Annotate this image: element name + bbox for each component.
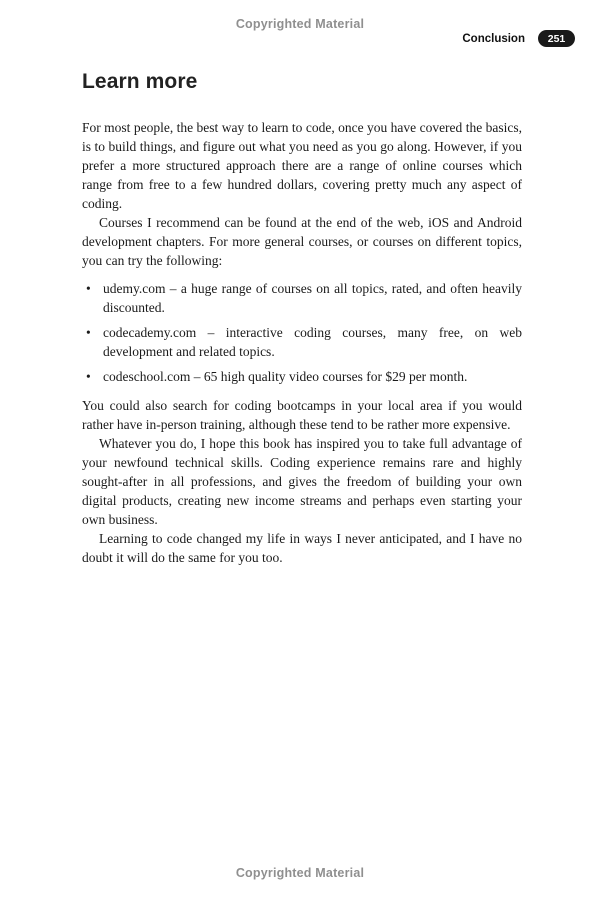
- page-number-badge: 251: [538, 30, 575, 47]
- copyright-watermark-bottom: Copyrighted Material: [235, 866, 365, 880]
- page-content: [82, 70, 522, 567]
- page-header: [462, 30, 575, 47]
- paragraph-bootcamps: You could also search for coding bootcamps in your local area if you would rather have in-person training, although these tend to be rather more expensive.: [82, 398, 522, 432]
- body-text: [82, 118, 522, 567]
- paragraph-intro: For most people, the best way to learn to code, once you have covered the basics, is to build things, and figure out what you need as you go along. However, if you prefer a more structured approach there are a range of online courses which range from free to a few hundred dollars, covering pretty much any aspect of coding.: [82, 120, 522, 211]
- chapter-label: Conclusion: [462, 32, 525, 45]
- course-list: [82, 279, 522, 386]
- paragraph-whatever: Whatever you do, I hope this book has inspired you to take full advantage of your newfound technical skills. Coding experience remains rare and highly sought-after in all professions, and gives the freedom of building your own digital products, creating new income streams and perhaps even starting your own business.: [82, 436, 522, 527]
- section-title: Learn more: [82, 70, 198, 93]
- paragraph-closing: Learning to code changed my life in ways I never anticipated, and I have no doubt it will do the same for you too.: [82, 531, 522, 565]
- list-item: • codeschool.com – 65 high quality video courses for $29 per month.: [82, 367, 522, 386]
- list-item: • codecademy.com – interactive coding courses, many free, on web development and related topics.: [82, 323, 522, 361]
- paragraph-courses: Courses I recommend can be found at the end of the web, iOS and Android development chapters. For more general courses, or courses on different topics, you can try the following:: [82, 215, 522, 268]
- copyright-watermark-top: Copyrighted Material: [235, 17, 365, 31]
- list-item: • udemy.com – a huge range of courses on all topics, rated, and often heavily discounted.: [82, 279, 522, 317]
